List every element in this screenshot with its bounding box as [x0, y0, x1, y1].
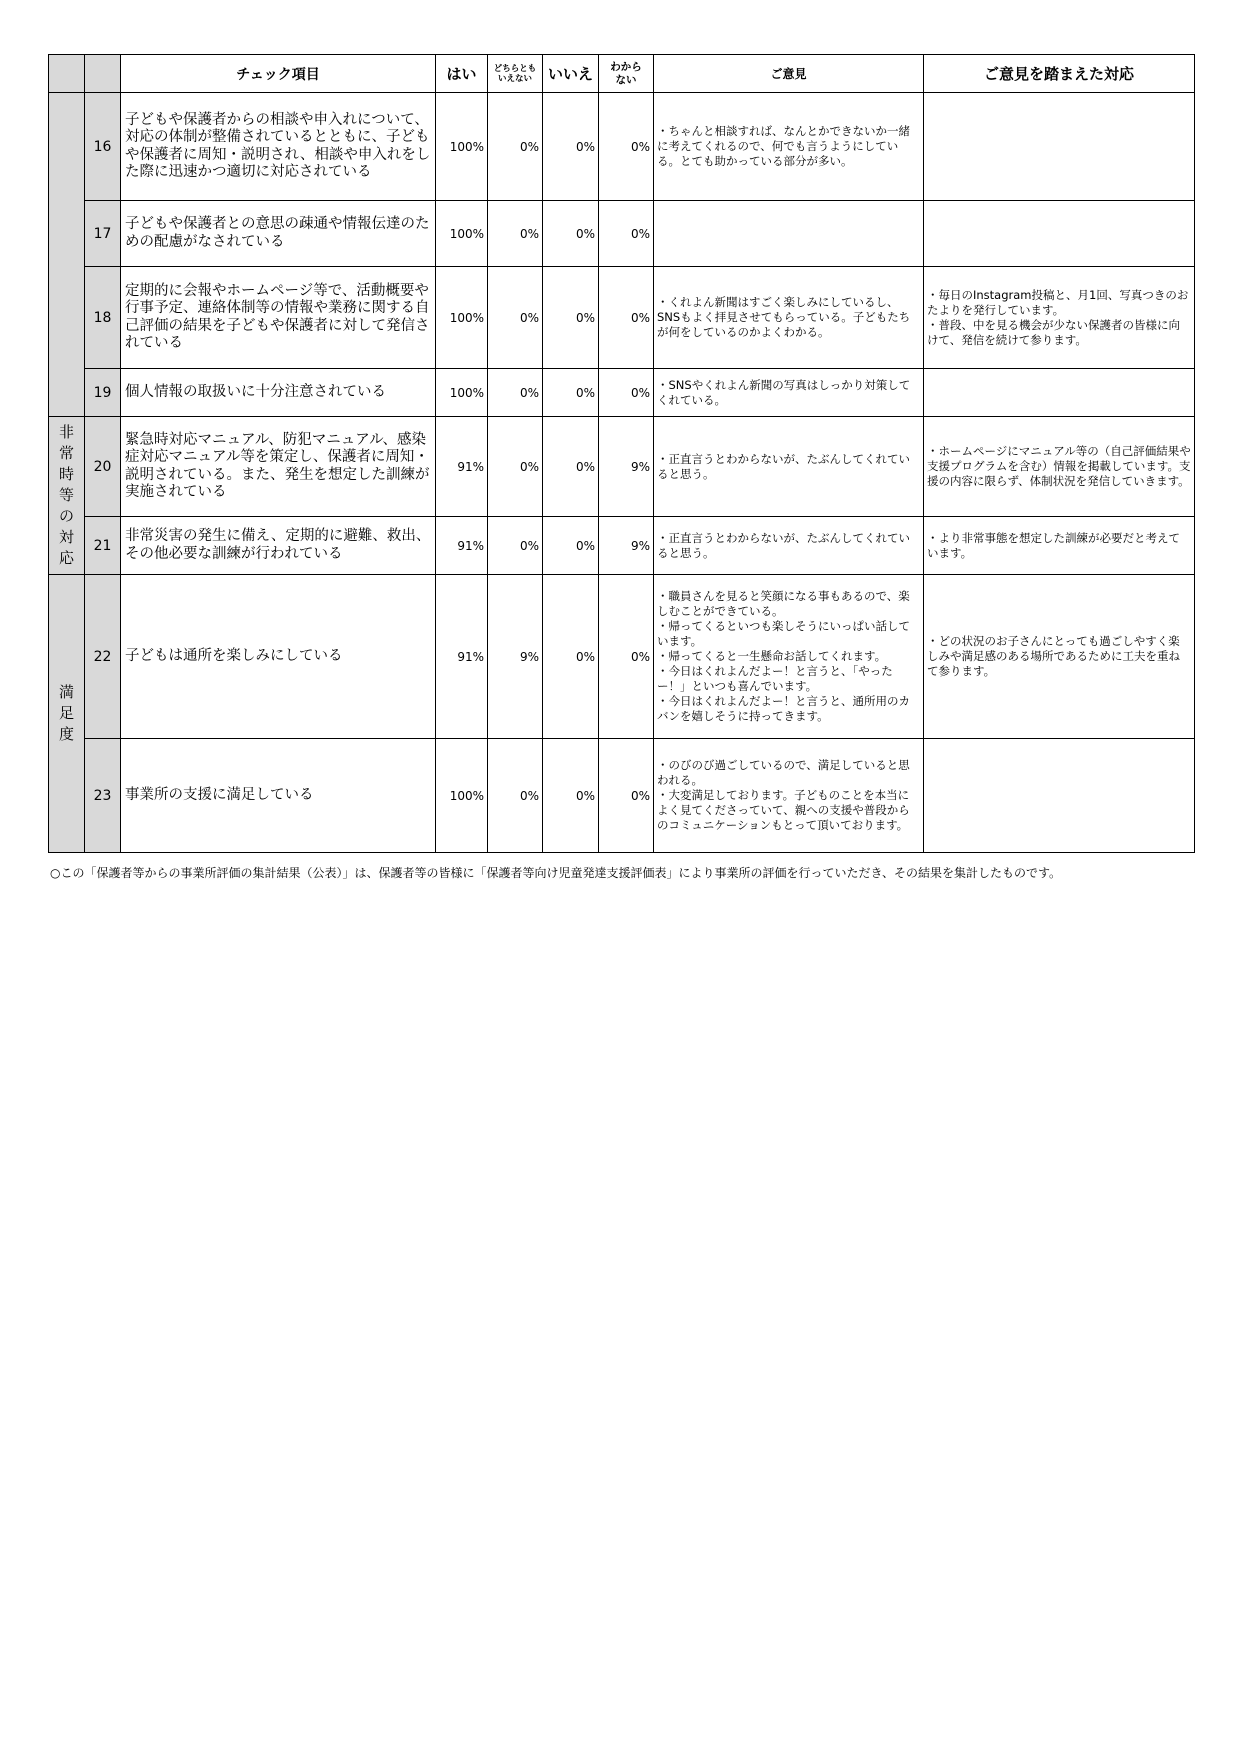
- opinion-text: [654, 201, 924, 267]
- unknown-percent: 0%: [599, 201, 654, 267]
- check-item-text: 事業所の支援に満足している: [121, 739, 436, 853]
- yes-percent: 100%: [436, 267, 488, 369]
- footnote: ○この「保護者等からの事業所評価の集計結果（公表）」は、保護者等の皆様に「保護者等向け児童発達支援評価表」により事業所の評価を行っていただき、その結果を集計したものです。: [50, 866, 1062, 880]
- header-row: [49, 55, 1195, 93]
- opinion-text: ・くれよん新聞はすごく楽しみにしているし、SNSもよく拝見させてもらっている。子どもたちが何をしているのかよくわかる。: [654, 267, 924, 369]
- yes-percent: 100%: [436, 369, 488, 417]
- header-check-item: チェック項目: [121, 55, 436, 93]
- row-number: 20: [85, 417, 121, 517]
- row-number: 18: [85, 267, 121, 369]
- no-percent: 0%: [543, 201, 599, 267]
- yes-percent: 91%: [436, 417, 488, 517]
- check-item-text: 子どもは通所を楽しみにしている: [121, 575, 436, 739]
- unknown-percent: 9%: [599, 517, 654, 575]
- check-item-text: 子どもや保護者との意思の疎通や情報伝達のための配慮がなされている: [121, 201, 436, 267]
- neither-percent: 9%: [488, 575, 543, 739]
- check-item-text: 子どもや保護者からの相談や申入れについて、対応の体制が整備されているとともに、子どもや保護者に周知・説明され、相談や申入れをした際に迅速かつ適切に対応されている: [121, 93, 436, 201]
- response-text: [924, 369, 1195, 417]
- row-number: 16: [85, 93, 121, 201]
- opinion-text: ・正直言うとわからないが、たぶんしてくれていると思う。: [654, 417, 924, 517]
- unknown-percent: 9%: [599, 417, 654, 517]
- header-unknown: わから ない: [599, 55, 654, 93]
- category-emergency: [49, 417, 85, 575]
- neither-percent: 0%: [488, 739, 543, 853]
- no-percent: 0%: [543, 369, 599, 417]
- table-row: [49, 517, 1195, 575]
- response-text: [924, 739, 1195, 853]
- unknown-percent: 0%: [599, 739, 654, 853]
- opinion-text: ・SNSやくれよん新聞の写真はしっかり対策してくれている。: [654, 369, 924, 417]
- header-no: いいえ: [543, 55, 599, 93]
- yes-percent: 100%: [436, 201, 488, 267]
- yes-percent: 100%: [436, 93, 488, 201]
- row-number: 23: [85, 739, 121, 853]
- neither-percent: 0%: [488, 267, 543, 369]
- no-percent: 0%: [543, 739, 599, 853]
- response-text: [924, 201, 1195, 267]
- row-number: 21: [85, 517, 121, 575]
- response-text: ・ホームページにマニュアル等の（自己評価結果や支援プログラムを含む）情報を掲載しています。支援の内容に限らず、体制状況を発信していきます。: [924, 417, 1195, 517]
- check-item-text: 緊急時対応マニュアル、防犯マニュアル、感染症対応マニュアル等を策定し、保護者に周知・説明されている。また、発生を想定した訓練が実施されている: [121, 417, 436, 517]
- category-satisfaction: [49, 575, 85, 853]
- response-text: [924, 93, 1195, 201]
- response-text: ・どの状況のお子さんにとっても過ごしやすく楽しみや満足感のある場所であるために工夫を重ねて参ります。: [924, 575, 1195, 739]
- table-row: [49, 369, 1195, 417]
- row-number: 17: [85, 201, 121, 267]
- category-satisfaction-label: 満足度: [58, 683, 74, 743]
- unknown-percent: 0%: [599, 93, 654, 201]
- no-percent: 0%: [543, 267, 599, 369]
- table-row: [49, 201, 1195, 267]
- unknown-percent: 0%: [599, 267, 654, 369]
- category-cell-continued: [49, 93, 85, 417]
- unknown-percent: 0%: [599, 575, 654, 739]
- table-row: [49, 739, 1195, 853]
- row-number: 19: [85, 369, 121, 417]
- header-yes: はい: [436, 55, 488, 93]
- table-row: [49, 93, 1195, 201]
- response-text: ・毎日のInstagram投稿と、月1回、写真つきのおたよりを発行しています。 ・普段、中を見る機会が少ない保護者の皆様に向けて、発信を続けて参ります。: [924, 267, 1195, 369]
- neither-percent: 0%: [488, 517, 543, 575]
- row-number: 22: [85, 575, 121, 739]
- table-row: [49, 267, 1195, 369]
- header-category-cell: [49, 55, 85, 93]
- no-percent: 0%: [543, 93, 599, 201]
- header-opinion: ご意見: [654, 55, 924, 93]
- yes-percent: 91%: [436, 517, 488, 575]
- neither-percent: 0%: [488, 417, 543, 517]
- neither-percent: 0%: [488, 369, 543, 417]
- category-emergency-label: 非常時等の対応: [58, 423, 74, 567]
- opinion-text: ・ちゃんと相談すれば、なんとかできないか一緒に考えてくれるので、何でも言うようにしている。とても助かっている部分が多い。: [654, 93, 924, 201]
- response-text: ・より非常事態を想定した訓練が必要だと考えています。: [924, 517, 1195, 575]
- neither-percent: 0%: [488, 93, 543, 201]
- opinion-text: ・のびのび過ごしているので、満足していると思われる。 ・大変満足しております。子どものことを本当によく見てくださっていて、親への支援や普段からのコミュニケーションもとって頂いております。: [654, 739, 924, 853]
- no-percent: 0%: [543, 417, 599, 517]
- yes-percent: 100%: [436, 739, 488, 853]
- no-percent: 0%: [543, 517, 599, 575]
- table-row: [49, 417, 1195, 517]
- check-item-text: 非常災害の発生に備え、定期的に避難、救出、その他必要な訓練が行われている: [121, 517, 436, 575]
- yes-percent: 91%: [436, 575, 488, 739]
- evaluation-sheet: [48, 54, 1194, 853]
- unknown-percent: 0%: [599, 369, 654, 417]
- no-percent: 0%: [543, 575, 599, 739]
- header-number-cell: [85, 55, 121, 93]
- evaluation-table: [48, 54, 1195, 853]
- neither-percent: 0%: [488, 201, 543, 267]
- check-item-text: 個人情報の取扱いに十分注意されている: [121, 369, 436, 417]
- header-response: ご意見を踏まえた対応: [924, 55, 1195, 93]
- check-item-text: 定期的に会報やホームページ等で、活動概要や行事予定、連絡体制等の情報や業務に関する自己評価の結果を子どもや保護者に対して発信されている: [121, 267, 436, 369]
- opinion-text: ・職員さんを見ると笑顔になる事もあるので、楽しむことができている。 ・帰ってくるといつも楽しそうにいっぱい話しています。 ・帰ってくると一生懸命お話してくれます。 ・今日はくれよんだよー！と言うと、「やったー！」といつも喜んでいます。 ・今日はくれよんだよー！と言うと、通所用のカバンを嬉しそうに持ってきます。: [654, 575, 924, 739]
- header-neither: どちらとも いえない: [488, 55, 543, 93]
- opinion-text: ・正直言うとわからないが、たぶんしてくれていると思う。: [654, 517, 924, 575]
- table-row: [49, 575, 1195, 739]
